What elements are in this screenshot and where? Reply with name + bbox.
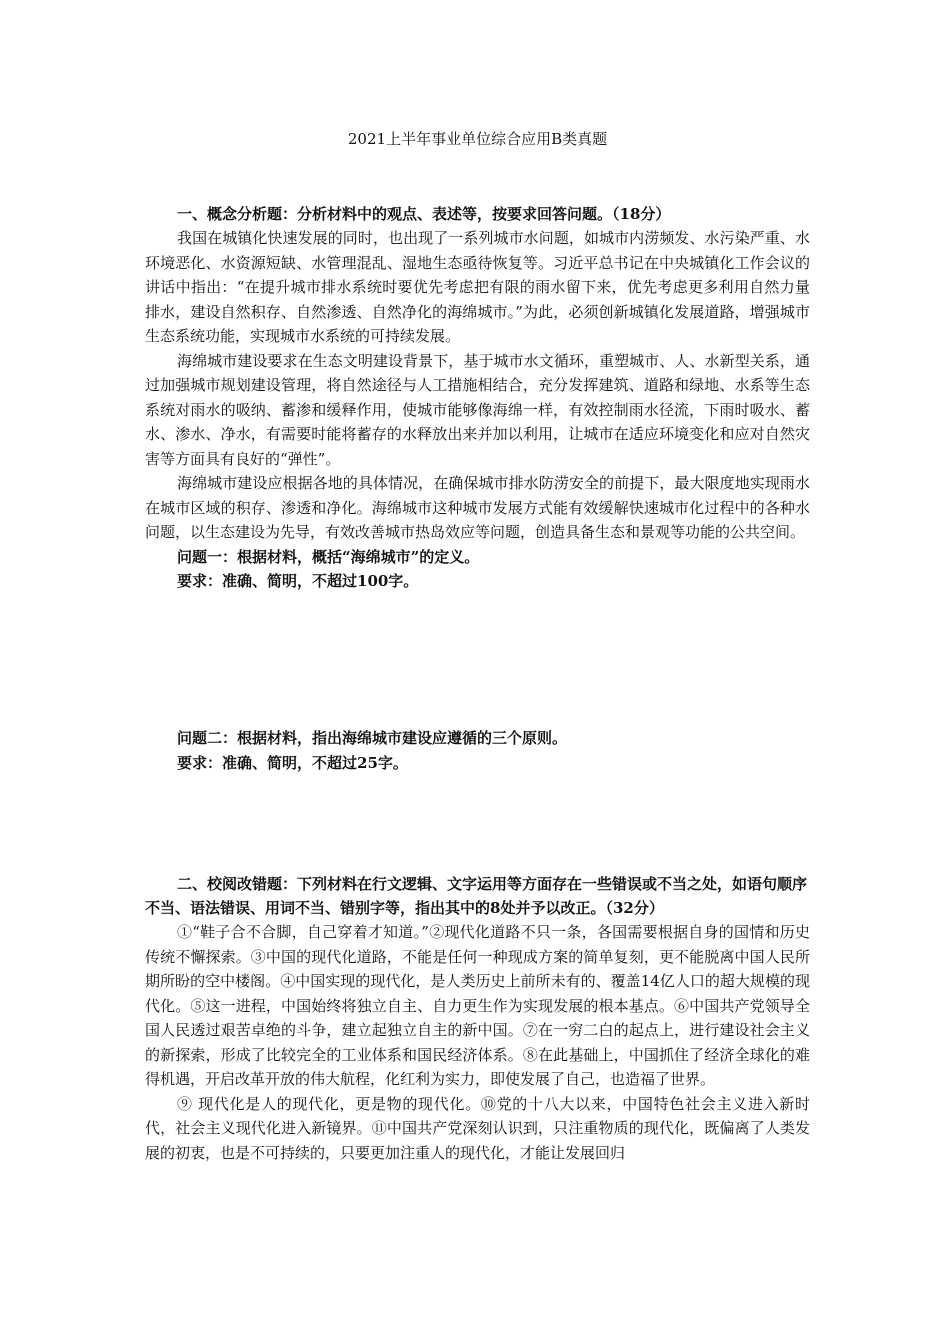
part1-section xyxy=(145,202,810,594)
part2-heading: 二、校阅改错题：下列材料在行文逻辑、文字运用等方面存在一些错误或不当之处，如语句顺序不当、语法错误、用词不当、错别字等，指出其中的8处并予以改正。（32分） xyxy=(145,875,808,917)
part2-paragraph: ①“鞋子合不合脚，自己穿着才知道。”②现代化道路不只一条，各国需要根据自身的国情和历史传统不懈探索。③中国的现代化道路，不能是任何一种现成方案的简单复刻，更不能脱离中国人民所期所盼的空中楼阁。④中国实现的现代化，是人类历史上前所未有的、覆盖14亿人口的超大规模的现代化。⑤这一进程，中国始终将独立自主、自力更生作为实现发展的根本基点。⑥中国共产党领导全国人民透过艰苦卓绝的斗争，建立起独立自主的新中国。⑦在一穷二白的起点上，进行建设社会主义的新探索，形成了比较完全的工业体系和国民经济体系。⑧在此基础上，中国抓住了经济全球化的难得机遇，开启改革开放的伟大航程，化红利为实力，即使发展了自己，也造福了世界。 xyxy=(145,923,810,1088)
question-1: 问题一：根据材料，概括“海绵城市”的定义。 xyxy=(177,547,480,566)
question-2: 问题二：根据材料，指出海绵城市建设应遵循的三个原则。 xyxy=(177,729,568,747)
part1-paragraph: 我国在城镇化快速发展的同时，也出现了一系列城市水问题，如城市内涝频发、水污染严重、水环境恶化、水资源短缺、水管理混乱、湿地生态亟待恢复等。习近平总书记在中央城镇化工作会议的讲话中指出：“在提升城市排水系统时要优先考虑把有限的雨水留下来，优先考虑更多利用自然力量排水，建设自然积存、自然渗透、自然净化的海绵城市。”为此，必须创新城镇化发展道路，增强城市生态系统功能，实现城市水系统的可持续发展。 xyxy=(145,229,810,345)
part2-section xyxy=(145,872,810,1165)
part1-question2-block xyxy=(145,726,810,775)
requirement-1: 要求：准确、简明，不超过100字。 xyxy=(177,572,419,590)
part1-paragraph: 海绵城市建设要求在生态文明建设背景下，基于城市水文循环，重塑城市、人、水新型关系，通过加强城市规划建设管理，将自然途径与人工措施相结合，充分发挥建筑、道路和绿地、水系等生态系统对雨水的吸纳、蓄渗和缓释作用，使城市能够像海绵一样，有效控制雨水径流，下雨时吸水、蓄水、渗水、净水，有需要时能将蓄存的水释放出来并加以利用，让城市在适应环境变化和应对自然灾害等方面具有良好的“弹性”。 xyxy=(145,351,810,468)
document-title: 2021上半年事业单位综合应用B类真题 xyxy=(347,130,608,148)
requirement-2: 要求：准确、简明，不超过25字。 xyxy=(177,753,408,772)
part2-paragraph: ⑨ 现代化是人的现代化，更是物的现代化。⑩党的十八大以来，中国特色社会主义进入新时代，社会主义现代化进入新镜界。⑪中国共产党深刻认识到，只注重物质的现代化，既偏离了人类发展的初衷，也是不可持续的，只要更加注重人的现代化，才能让发展回归 xyxy=(145,1094,810,1162)
part1-heading: 一、概念分析题：分析材料中的观点、表述等，按要求回答问题。（18分） xyxy=(177,205,671,223)
part1-paragraph: 海绵城市建设应根据各地的具体情况，在确保城市排水防涝安全的前提下，最大限度地实现雨水在城市区域的积存、渗透和净化。海绵城市这种城市发展方式能有效缓解快速城市化过程中的各种水问题，以生态建设为先导，有效改善城市热岛效应等问题，创造具备生态和景观等功能的公共空间。 xyxy=(145,474,810,541)
